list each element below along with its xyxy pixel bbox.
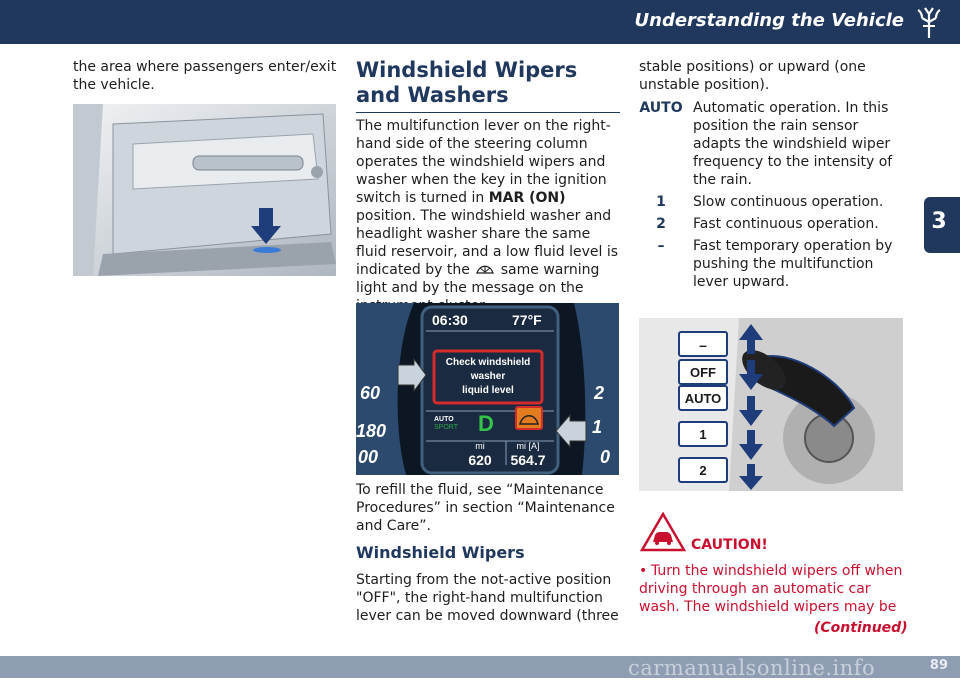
chapter-tab[interactable] (924, 197, 960, 253)
continued-paragraph: stable positions) or upward (one unstable position). (639, 59, 866, 93)
header-title: Understanding the Vehicle (634, 10, 904, 31)
lever-label: 1 (699, 427, 707, 442)
speedo-number: 180 (356, 421, 387, 441)
wipers-subheading: Windshield Wipers (356, 543, 525, 562)
bullet: • (639, 563, 648, 579)
washer-warning-icon (474, 262, 496, 276)
refill-paragraph: To refill the fluid, see “Maintenance Procedures” in section “Maintenance and Care”. (356, 482, 615, 534)
list-item (639, 99, 909, 189)
list-item (639, 237, 909, 291)
position-key: 2 (656, 216, 666, 232)
list-item (639, 215, 909, 233)
caution-body: Turn the windshield wipers off when driving through an automatic car wash. The windshield wipers may be (639, 563, 903, 615)
list-item (639, 193, 909, 211)
position-desc: Slow continuous operation. (693, 194, 884, 210)
continued-label: (Continued) (814, 620, 908, 636)
position-desc: Automatic operation. In this position the rain sensor adapts the windshield wiper frequency to the intensity of the rain. (693, 100, 893, 188)
para-text: position. The windshield washer and headlight washer share the same fluid reservoir, and a low fluid level is indicated by the (356, 208, 619, 278)
lever-label: AUTO (684, 391, 722, 406)
mar-on-label: MAR (ON) (488, 190, 566, 206)
speedo-number: 00 (358, 447, 379, 467)
position-key: AUTO (639, 100, 683, 116)
para-text: same warning light and by the message on the (356, 262, 600, 296)
wiper-lever-image (639, 318, 903, 491)
header-bar (0, 0, 960, 44)
trip1-value: 620 (468, 452, 492, 468)
tacho-number: 1 (592, 417, 603, 437)
cluster-message-line3: liquid level (462, 385, 514, 396)
tacho-number: 0 (600, 447, 611, 467)
cluster-mode-sport: SPORT (434, 424, 458, 431)
cluster-mode-auto: AUTO (434, 416, 454, 423)
lever-label: – (699, 337, 707, 353)
cluster-gear: D (478, 411, 494, 436)
door-sill-image (73, 104, 336, 276)
position-desc: Fast temporary operation by pushing the multifunction lever upward. (693, 238, 893, 290)
caution-car-icon (640, 512, 686, 552)
instrument-cluster-image (356, 303, 619, 475)
tacho-number: 2 (594, 383, 605, 403)
footer-bar (0, 656, 960, 678)
section-paragraph (356, 117, 620, 315)
chapter-number: 3 (931, 209, 947, 234)
caution-heading: CAUTION! (691, 537, 768, 553)
cluster-time: 06:30 (432, 312, 468, 328)
lever-label: OFF (690, 365, 716, 380)
caution-text (639, 562, 907, 616)
position-desc: Fast continuous operation. (693, 216, 879, 232)
cluster-message-line1: Check windshield (445, 357, 531, 368)
trident-logo-icon (912, 4, 946, 40)
speedo-number: 60 (360, 383, 381, 403)
position-key: 1 (656, 194, 666, 210)
page-number: 89 (929, 658, 948, 673)
trip2-label: mi [A] (516, 441, 540, 451)
wiper-positions-list (639, 99, 909, 295)
section-title: Windshield Wipers and Washers (356, 58, 620, 113)
position-key: – (657, 238, 665, 254)
watermark: carmanualsonline.info (628, 656, 876, 680)
cluster-temp: 77°F (512, 312, 542, 328)
wipers-paragraph: Starting from the not-active position "OFF", the right-hand multifunction lever can be moved downward (three (356, 572, 619, 624)
para-text: The multifunction lever on the right-hand side of the steering column operates the windshield wipers and washer when the key in the ignition switch is turned in (356, 118, 611, 206)
trip1-label: mi (475, 441, 485, 451)
cluster-message-line2: washer (470, 371, 506, 382)
lever-label: 2 (699, 463, 707, 478)
trip2-value: 564.7 (510, 452, 546, 468)
intro-text: the area where passengers enter/exit the vehicle. (73, 59, 337, 93)
